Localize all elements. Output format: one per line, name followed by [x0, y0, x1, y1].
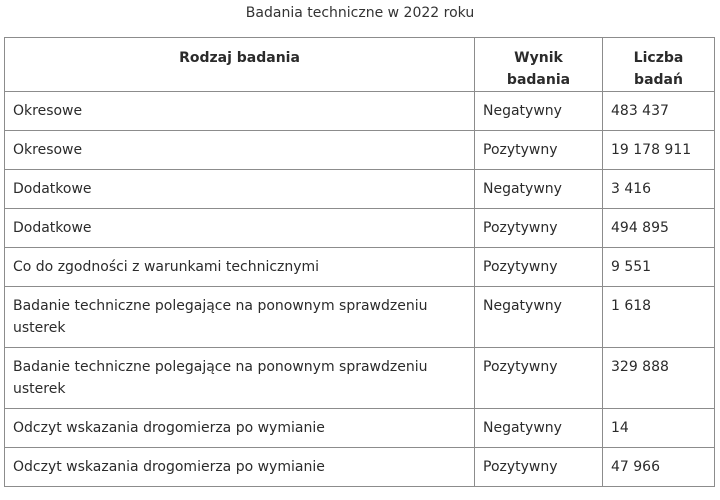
cell-result: Pozytywny — [475, 448, 603, 487]
cell-count: 9 551 — [603, 248, 715, 287]
table-row — [5, 209, 715, 248]
cell-result: Negatywny — [475, 409, 603, 448]
cell-result: Pozytywny — [475, 131, 603, 170]
inspection-table — [4, 37, 715, 487]
table-caption: Badania techniczne w 2022 roku — [245, 5, 475, 21]
cell-type: Odczyt wskazania drogomierza po wymianie — [5, 448, 475, 487]
cell-count: 483 437 — [603, 92, 715, 131]
cell-result: Negatywny — [475, 170, 603, 209]
cell-count: 1 618 — [603, 287, 715, 348]
cell-result: Pozytywny — [475, 248, 603, 287]
cell-count: 494 895 — [603, 209, 715, 248]
table-row — [5, 287, 715, 348]
header-count: Liczba badań — [603, 38, 715, 92]
header-type: Rodzaj badania — [5, 38, 475, 92]
cell-count: 47 966 — [603, 448, 715, 487]
cell-count: 14 — [603, 409, 715, 448]
cell-count: 329 888 — [603, 348, 715, 409]
table-row — [5, 348, 715, 409]
cell-type: Dodatkowe — [5, 209, 475, 248]
cell-type: Badanie techniczne polegające na ponownym sprawdzeniu usterek — [5, 348, 475, 409]
table-row — [5, 409, 715, 448]
table-row — [5, 170, 715, 209]
cell-type: Co do zgodności z warunkami technicznymi — [5, 248, 475, 287]
cell-result: Negatywny — [475, 287, 603, 348]
table-row — [5, 448, 715, 487]
cell-result: Pozytywny — [475, 209, 603, 248]
cell-count: 19 178 911 — [603, 131, 715, 170]
cell-count: 3 416 — [603, 170, 715, 209]
header-result: Wynik badania — [475, 38, 603, 92]
cell-result: Negatywny — [475, 92, 603, 131]
cell-type: Okresowe — [5, 92, 475, 131]
cell-type: Dodatkowe — [5, 170, 475, 209]
cell-type: Okresowe — [5, 131, 475, 170]
cell-type: Odczyt wskazania drogomierza po wymianie — [5, 409, 475, 448]
cell-type: Badanie techniczne polegające na ponownym sprawdzeniu usterek — [5, 287, 475, 348]
table-row — [5, 131, 715, 170]
table-row — [5, 92, 715, 131]
table-row — [5, 248, 715, 287]
cell-result: Pozytywny — [475, 348, 603, 409]
header-row — [5, 38, 715, 92]
